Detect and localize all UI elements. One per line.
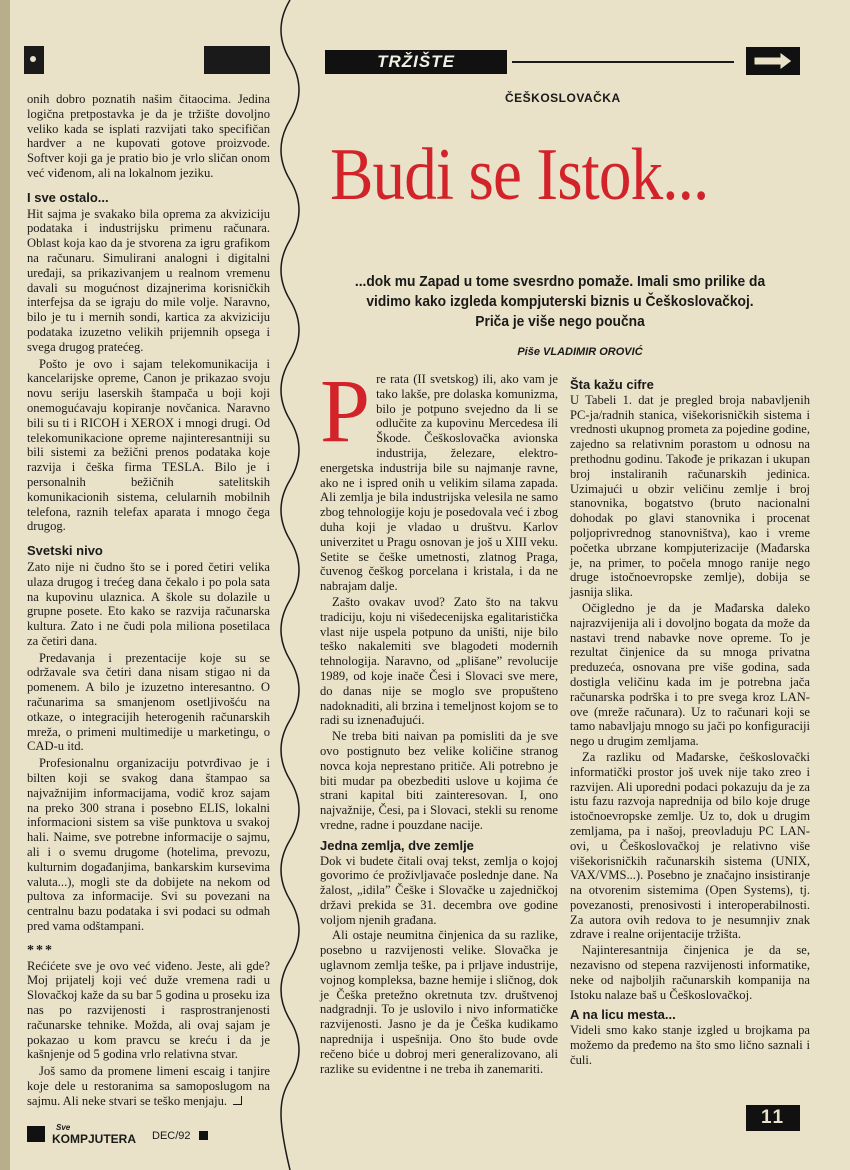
page-number: 11 [746,1105,800,1131]
subhead-a-na-licu-mesta: A na licu mesta... [570,1007,676,1023]
magazine-logo-text: KOMPJUTERA [52,1132,137,1146]
bar-dot [30,56,36,62]
left-paragraph: Pošto je ovo i sajam telekomunikacija i kancelarijske opreme, Canon je prikazao svoju novu seriju laserskih štampača u boji koji onemogućavaju kopiranje novčanica. Naravno bili su ti i RICOH i XEROX i mnogi drugi. Od telekomunikacione opreme najinteresantniji su bili sistemi za bežični prenos podataka koje razvija i češka firma TESLA. Bilo je i personalnih bežičnih satelitskih komunikacionih sistema, celularnih mobilnih telefona, raznih telefax aparata i mnogo čega drugog. [27,356,270,534]
end-mark-icon [233,1096,242,1105]
article-lead: ...dok mu Zapad u tome svesrdno pomaže. Imali smo prilike da vidimo kako izgleda kompjuterski biznis u Češkoslovačkoj. Priča je više nego poučna [354,273,766,330]
article-kicker: ČEŠKOSLOVAČKA [505,91,621,105]
right-paragraph: Najinteresantnija činjenica je da se, nezavisno od stepena razvijenosti informatike, neke od najboljih računarskih kompanija na Istoku nalaze baš u Češkoslovačkoj. [570,943,810,1002]
right-paragraph: Videli smo kako stanje izgled u brojkama pa možemo da pređemo na što smo lično saznali i čuli. [570,1023,810,1067]
page-edge [0,0,10,1170]
right-paragraph: U Tabeli 1. dat je pregled broja nabavljenih PC-ja/radnih stanica, višekorisničkih sistema i vrednosti ukupnog prometa za pojedine godine, zajedno sa relativnim porastom u odnosu na prethodnu godinu. Takođe je prikazan i ukupan broj instaliranih računarskih jedinica. Uzimajući u obzir veličinu zemlje i broj stanovnika, bogatstvo (bruto nacionalni dohodak po glavi stanovnika i procenat poljoprivrednog stanovništva), kao i vreme početka ubrzane kompjuterizacije (Mađarska je, na primer, to počela mnogo ranije nego druge istočnoevropske zemlje), dobija se jasnija slika. [570,392,810,600]
middle-paragraph: Ne treba biti naivan pa pomisliti da je sve ovo postignuto bez velike količine stranog novca koja neprestano pritiče. Ali potrebno je biti mudar pa obezbediti uslove u kojima će strani kapital biti zainteresovan. I, ono najvažnije, Česi, pa i Slovaci, stekli su renome vredne, radne i pouzdane nacije. [320,729,558,832]
arrow-right-icon-shape [746,47,800,75]
footer-block [27,1126,45,1142]
column-divider-squiggle [270,0,310,1170]
middle-paragraph [320,362,558,594]
top-rule [512,61,734,63]
left-paragraph-text: Još samo da promene limeni escaig i tanjire koje dele u restoranima sa samoposlugom na sajmu. Ali neke stvari se teško menjaju. [27,1064,270,1108]
middle-paragraph-text: re rata (II svetskog) ili, ako vam je tako lakše, pre dolaska komunizma, bilo je potpuno svejedno da li se odlučite za kupovinu Mercedesa ili Škode. Češkoslovačka avionska industrija, železare, elektro-energetska industrija bile su najmanje ravne, ako ne i ispred onih u velikim silama zapada. Ali zemlja je bila industrijska velesila ne samo zbog tehnologije koju je posedovala već i zbog duha koji je vladao u društvu. Karlov univerzitet u Pragu osnovan je još u XIII veku. Setite se češke umetnosti, zlatnog Praga, čuvenog češkog porcelana i kristala, i da ne nabrajam dalje. [320,372,558,594]
right-paragraph: Za razliku od Mađarske, češkoslovački informatički prostor još uvek nije tako zreo i razvijen. Ali uporedni podaci pokazuju da je za istu fazu razvoja naprednija od bilo koje druge istočnoevropske zemlje. Uz to, dok u drugim zemljama, pa i našoj, preovladuju PC LAN-ovi, u Češkoslovačkoj je relativno više višekorisničkih računarskih sistema (UNIX, VAX/VMS...). Posebno je značajno insistiranje na otvorenim sistemima (Open Systems), tj. povezanosti, prenosivosti i interoperabilnosti. Za autora ovih redova to je nesumnjiv znak zdrave i realne orijentacije tržišta. [570,749,810,942]
article-byline: Piše VLADIMIR OROVIĆ [517,346,643,358]
right-column [570,372,810,1069]
left-paragraph: Hit sajma je svakako bila oprema za akviziciju podataka i industrijsku primenu računara. Oblast koja kao da je stvorena za igru grafikom na računaru. Simulirani analogni i digitalni uređaji, sa prikazivanjem u realnom vremenu davali su mogućnost dizajnerima korisničkih interfejsa da se igraju do mile volje. Naravno, bilo je tu i mernih sondi, kartica za akviziciju podataka izuzetno velikih prijemnih opsega i svega drugog pratećeg. [27,206,270,354]
left-column [27,92,270,1111]
left-paragraph: Predavanja i prezentacije koje su se održavale sva četiri dana nisam stigao ni da pomenem. A bilo je izuzetno interesantno. O računarima sa smanjenom osetljivošću na otkaze, o integracijih heterogenih računarskih mreža, o primeni multimedije u marketingu, o CAD-u itd. [27,650,270,754]
section-label: TRŽIŠTE [325,50,507,74]
left-paragraph: Rećićete sve je ovo već viđeno. Jeste, ali gde? Moj prijatelj koji već duže vremena radi u Slovačkoj kaže da su bar 5 godina u proseku iza nas po razvijenosti i rasprostranjenosti računarske tehnike. Možda, ali ovaj sajam je pokazao u kom pravcu se kreću i da je kašnjenje od 5 godina vrlo relativna stvar. [27,958,270,1062]
magazine-logo [52,1124,136,1146]
middle-paragraph: Zašto ovakav uvod? Zato što na takvu tradiciju, koju ni višedecenijska egalitaristička vlast nije uspela potpuno da uništi, nije bilo teško nakalemiti sve blagodeti modernih tehnologija. Naravno, od „plišane” revolucije 1989, od koje inače Česi i Slovaci sve mere, do danas nije se moglo sve propušteno nadoknaditi, ali brzina i temeljnost kojom se to radi su iznenađujući. [320,594,558,728]
subhead-sta-kazu-cifre: Šta kažu cifre [570,377,654,392]
left-paragraph [27,1064,270,1108]
middle-paragraph: Dok vi budete čitali ovaj tekst, zemlja o kojoj govorimo će proživljavače poslednje dane. Na žalost, „idila” Češke i Slovačke u zajedničkoj državi prekida se 31. decembra ove godine voljom njenih građana. [320,853,558,927]
middle-paragraph: Ali ostaje neumitna činjenica da su razlike, posebno u razvijenosti velike. Slovačka je uglavnom zemlja teške, pa i prljave industrije, vojnog kompleksa, bazne hemije i sličnog, dok je Češka pretežno okretnuta tzv. društvenoj nadgradnji. To je uslovilo i nivo informatičke razvijenosti. Jasno je da je Češka kudikamo naprednija i uspešnija. Ono što bude ovde rečeno biće u dobroj meri generalizovano, ali razlike su evidentne i ne treba ih zanemariti. [320,928,558,1076]
right-paragraph: Očigledno je da je Mađarska daleko najrazvijenija ali i dovoljno bogata da može da nastavi trend nabavke nove opreme. To je rezultat činjenice da su mnoga privatna preduzeća, osnovana pre više godina, sada dostigla veličinu kada im je potrebna jača računarska podrška i to pre svega kroz LAN-ove (mreže računara). Uz to računari koji se tamo nabavljaju mnogo su jači po konfiguraciji nego u drugim zemljama. [570,600,810,749]
middle-column [320,362,558,1077]
article-title: Budi se Istok... [330,134,709,216]
magazine-logo-small: Sve [56,1123,71,1132]
subhead-i-sve-ostalo: I sve ostalo... [27,189,109,205]
left-paragraph: onih dobro poznatih našim čitaocima. Jedina logična pretpostavka je da je tržište dovoljno veliko kada se isplati razvijati tako specifičan hardver a ne kupovati gotove proizvode. Softver koji ga je pratio bio je vrlo sličan onom već viđenom, ali na lokalnom jeziku. [27,92,270,180]
issue-label: DEC/92 [152,1130,191,1142]
bar-gap [44,46,204,74]
drop-cap: P [320,362,371,461]
subhead-svetski-nivo: Svetski nivo [27,543,103,559]
left-paragraph: Zato nije ni čudno što se i pored četiri velika ulaza drugog i trećeg dana čekalo i po pola sata na kupovinu ulaznica. A škole su dolazile u grupne posete. Eto kako se razvija računarska kultura. Zato i ne čudi pola miliona posetilaca za četiri dana. [27,559,270,648]
left-paragraph: Profesionalnu organizaciju potvrđivao je i bilten koji se svakog dana štampao sa najvažnijim informacijama, vodič kroz sajam na preko 300 strana i posebno ELIS, lokalni informacioni sistem sa više punktova u svakoj hali. Naime, sve potrebne informacije o sajmu, ali i o svemu drugome (hotelima, prevozu, kulturnim događanjima, bankarskim kursevima valuta...), mogli ste da dobijete na nekom od pultova za informacije. Svi su povezani na centralnu bazu podataka i svi podaci su odmah pred vama odštampani. [27,756,270,934]
arrow-right-icon [746,47,800,75]
subhead-jedna-zemlja: Jedna zemlja, dve zemlje [320,837,474,853]
footer-square [199,1131,208,1140]
left-top-bar [24,46,270,74]
section-separator: *** [27,942,54,958]
